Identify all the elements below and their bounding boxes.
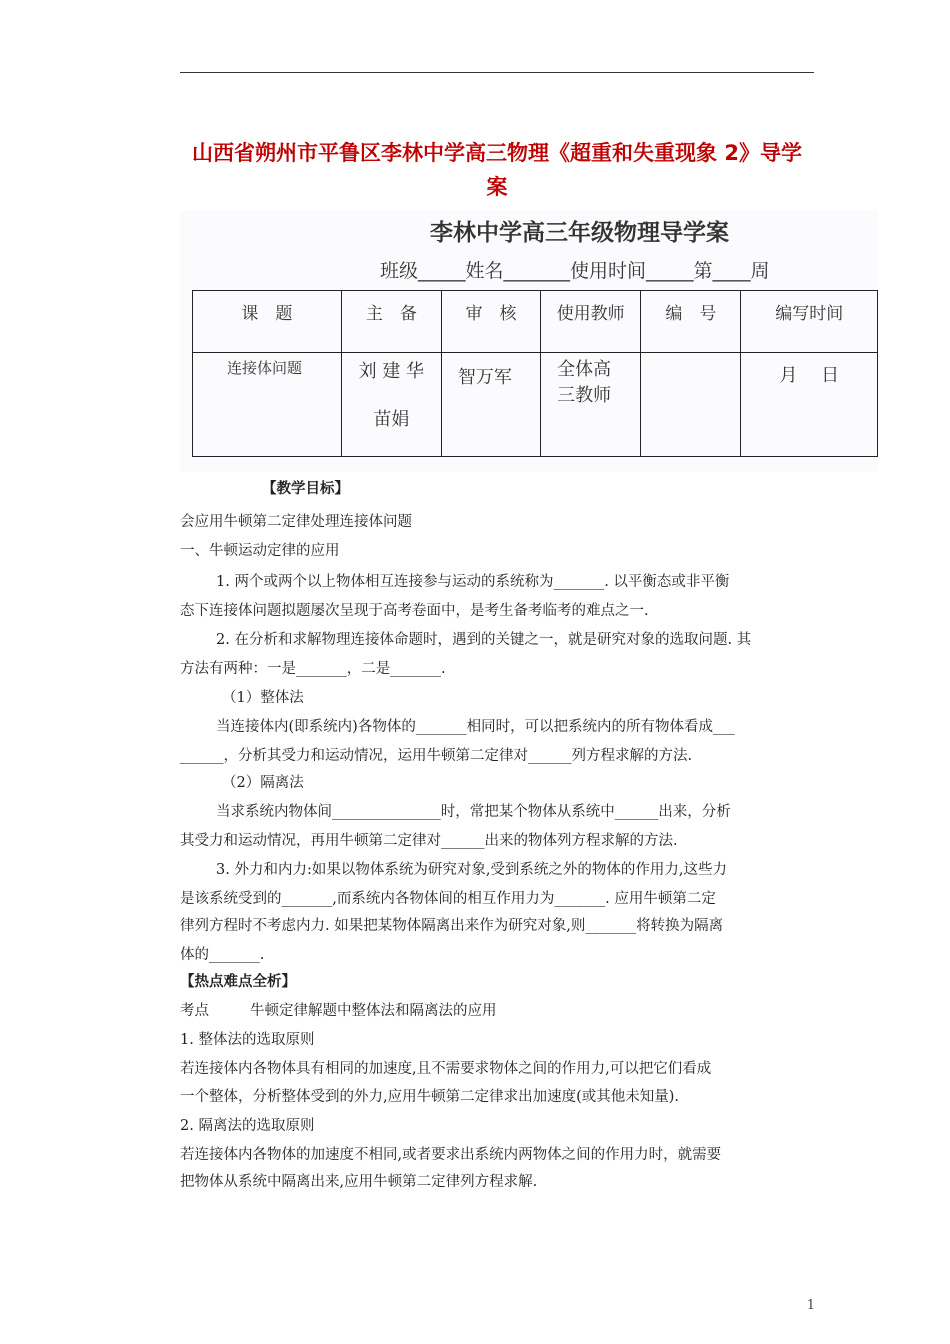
reviewer-value: 智万军 <box>457 367 512 388</box>
rule-1-line1: 若连接体内各物体具有相同的加速度,且不需要求物体之间的作用力,可以把它们看成 <box>180 1061 712 1077</box>
rule-1-title: 1. 整体法的选取原则 <box>180 1032 315 1048</box>
header-author: 主 备 <box>341 291 441 353</box>
teaching-goal-text: 会应用牛顿第二定律处理连接体问题 <box>180 514 412 530</box>
teachers-value-line1: 全体高 <box>557 359 612 380</box>
method-2-title: （2）隔离法 <box>222 775 304 791</box>
reviewer-cell <box>441 353 540 457</box>
paragraph-1-line2: 态下连接体问题拟题屡次呈现于高考卷面中，是考生备考临考的难点之一. <box>180 603 649 619</box>
paragraph-3-line2: 是该系统受到的_______,而系统内各物体间的相互作用力为_______. 应用牛顿第二定 <box>180 891 716 907</box>
teaching-goal-heading: 【教学目标】 <box>262 480 349 497</box>
topic-value: 连接体问题 <box>227 359 303 377</box>
header-reviewer: 审 核 <box>441 291 540 353</box>
date-cell <box>741 353 878 457</box>
topic-cell <box>193 353 342 457</box>
date-value: 月 日 <box>779 365 840 386</box>
rule-1-line2: 一个整体，分析整体受到的外力,应用牛顿第二定律求出加速度(或其他未知量). <box>180 1089 680 1105</box>
page-number: 1 <box>806 1298 815 1313</box>
method-2-line1: 当求系统内物体间_______________时，常把某个物体从系统中______出来，分析 <box>216 804 731 820</box>
rule-2-title: 2. 隔离法的选取原则 <box>180 1118 315 1134</box>
document-title-line2: 案 <box>486 175 508 199</box>
section-heading-1: 一、牛顿运动定律的应用 <box>180 543 340 559</box>
rule-2-line1: 若连接体内各物体的加速度不相同,或者要求出系统内两物体之间的作用力时，就需要 <box>180 1147 722 1163</box>
school-heading: 李林中学高三年级物理导学案 <box>430 220 729 246</box>
header-rule <box>180 72 814 73</box>
table-value-row <box>193 353 878 457</box>
teachers-value-line2: 三教师 <box>557 385 612 406</box>
paragraph-2-line2: 方法有两种：一是_______，二是_______. <box>180 661 446 677</box>
course-info-table <box>192 290 878 457</box>
table-header-row <box>193 291 878 353</box>
paragraph-3-line1: 3. 外力和内力:如果以物体系统为研究对象,受到系统之外的物体的作用力,这些力 <box>216 862 728 878</box>
paragraph-2-line1: 2. 在分析和求解物理连接体命题时，遇到的关键之一，就是研究对象的选取问题. 其 <box>216 632 752 648</box>
header-topic: 课 题 <box>193 291 342 353</box>
paragraph-1-line1: 1. 两个或两个以上物体相互连接参与运动的系统称为_______. 以平衡态或非平衡 <box>216 574 730 590</box>
number-cell <box>641 353 741 457</box>
author-value-line2: 苗娟 <box>373 409 410 430</box>
hot-points-heading: 【热点难点全析】 <box>180 973 296 990</box>
paragraph-3-line4: 体的_______. <box>180 947 265 963</box>
teachers-cell <box>541 353 641 457</box>
author-value-line1: 刘 建 华 <box>358 361 425 382</box>
exam-point-text: 牛顿定律解题中整体法和隔离法的应用 <box>250 1003 497 1019</box>
paragraph-3-line3: 律列方程时不考虑内力. 如果把某物体隔离出来作为研究对象,则_______将转换为隔离 <box>180 918 724 934</box>
exam-point-label: 考点 <box>180 1003 209 1019</box>
header-teachers: 使用教师 <box>541 291 641 353</box>
header-image <box>180 210 878 472</box>
class-info-line: 班级_____姓名_______使用时间_____第____周 <box>380 260 770 282</box>
method-1-title: （1）整体法 <box>222 690 304 706</box>
rule-2-line2: 把物体从系统中隔离出来,应用牛顿第二定律列方程求解. <box>180 1174 538 1190</box>
header-number: 编 号 <box>641 291 741 353</box>
document-title-line1: 山西省朔州市平鲁区李林中学高三物理《超重和失重现象 2》导学 <box>192 141 802 165</box>
header-date: 编写时间 <box>741 291 878 353</box>
method-1-line2: ______，分析其受力和运动情况，运用牛顿第二定律对______列方程求解的方法. <box>180 748 693 764</box>
method-2-line2: 其受力和运动情况，再用牛顿第二定律对______出来的物体列方程求解的方法. <box>180 833 678 849</box>
method-1-line1: 当连接体内(即系统内)各物体的_______相同时，可以把系统内的所有物体看成___ <box>216 719 735 735</box>
author-cell <box>341 353 441 457</box>
